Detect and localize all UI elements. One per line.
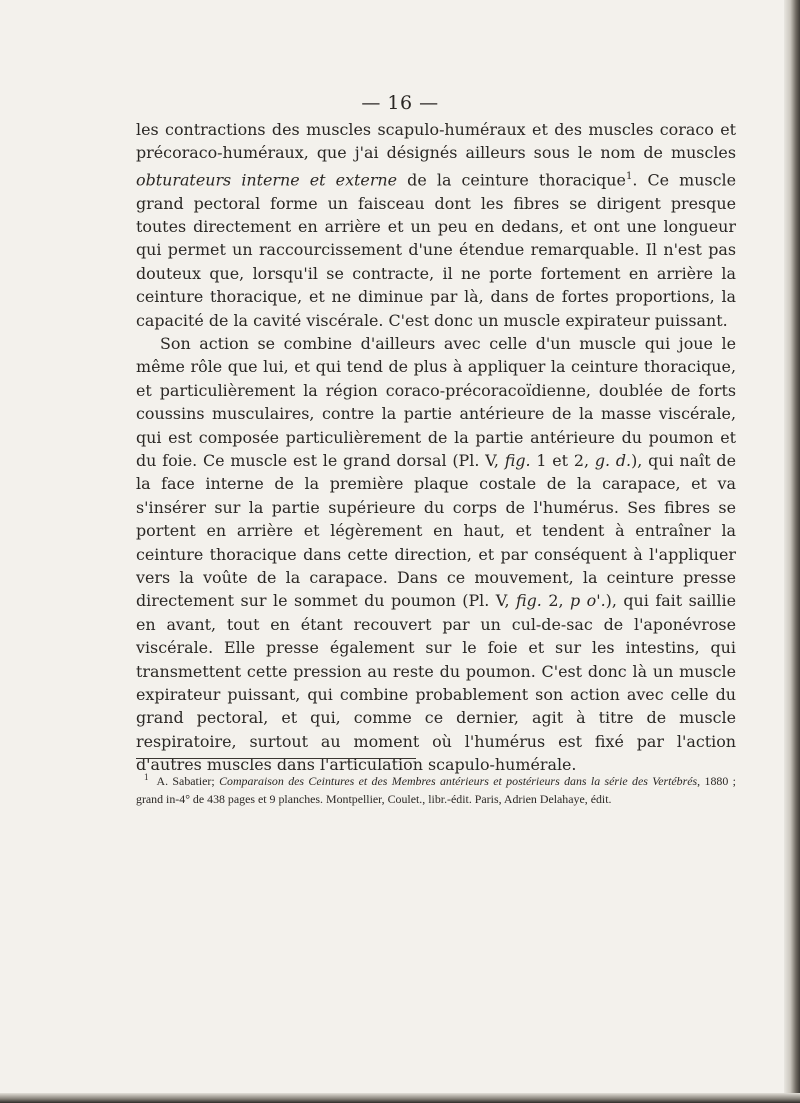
text-run: de la ceinture thoracique: [397, 170, 626, 190]
text-run: 1 et 2,: [530, 450, 595, 470]
italic-text: obturateurs interne et externe: [136, 170, 398, 190]
body-text: [136, 118, 736, 777]
page-edge-shadow-bottom: [0, 1093, 800, 1103]
footnote-reference: 1: [625, 170, 633, 182]
text-run: ), qui fait saillie en avant, tout en étant recouvert par un cul-de-sac de l'aponévrose viscérale. Elle presse également sur le foie et sur les intestins, qui transmettent cette pression au reste du poumon. C'est donc là un muscle expirateur puissant, qui combine probablement son action avec celle du grand pectoral, et qui, comme ce dernier, agit à titre de muscle respiratoire, surtout au moment où l'humérus est fixé par l'action d'autres muscles dans l'articulation scapulo-humérale.: [136, 591, 736, 775]
text-run: A. Sabatier;: [156, 773, 220, 788]
italic-text: p o'.: [569, 591, 606, 611]
footnote-divider: [136, 758, 416, 759]
text-run: Son action se combine d'ailleurs avec celle d'un muscle qui joue le même rôle que lui, et qui tend de plus à appliquer la ceinture thoracique, et particulièrement la région coraco-précoracoïdienne, doublée de forts coussins musculaires, contre la partie antérieure de la masse viscérale, qui est composée particulièrement de la partie antérieure du poumon et du foie. Ce muscle est le grand dorsal (Pl. V,: [136, 333, 736, 470]
footnote-marker: 1: [144, 772, 149, 782]
page-number: — 16 —: [361, 92, 439, 114]
footnote: [136, 768, 736, 808]
text-run: . Ce muscle grand pectoral forme un faisceau dont les fibres se dirigent presque toutes directement en arrière et un peu en dedans, et ont une longueur qui permet un raccourcissement d'une étendue remarquable. Il n'est pas douteux que, lorsqu'il se contracte, il ne porte fortement en arrière la ceinture thoracique, et ne diminue par là, dans de fortes proportions, la capacité de la cavité viscérale. C'est donc un muscle expirateur puissant.: [136, 170, 736, 330]
paragraph-2: [136, 332, 736, 777]
italic-text: fig.: [504, 450, 531, 470]
italic-text: g. d.: [594, 450, 632, 470]
paragraph-1: [136, 118, 736, 332]
text-run: , 1880 ; grand in-4° de 438 pages et 9 planches. Montpellier, Coulet., libr.-édit. Paris, Adrien Delahaye, édit.: [136, 773, 736, 806]
text-run: 2,: [541, 591, 570, 611]
page-edge-shadow-right: [784, 0, 800, 1103]
italic-text: Comparaison des Ceintures et des Membres antérieurs et postérieurs dans la série des Vertébrés: [219, 773, 698, 788]
text-run: ), qui naît de la face interne de la première plaque costale de la carapace, et va s'insérer sur la partie supérieure du corps de l'humérus. Ses fibres se portent en arrière et légèrement en haut, et tendent à entraîner la ceinture thoracique dans cette direction, et par conséquent à l'appliquer vers la voûte de la carapace. Dans ce mouvement, la ceinture presse directement sur le sommet du poumon (Pl. V,: [136, 450, 736, 611]
footnote-text: [136, 774, 736, 806]
text-run: les contractions des muscles scapulo-huméraux et des muscles coraco et précoraco-huméraux, que j'ai désignés ailleurs sous le nom de muscles: [136, 120, 736, 163]
italic-text: fig.: [516, 591, 542, 611]
